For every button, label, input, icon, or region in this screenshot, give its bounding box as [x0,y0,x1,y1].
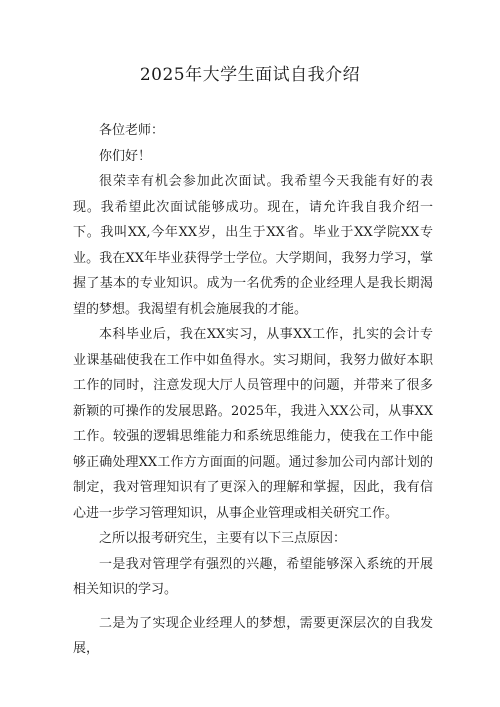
greeting: 你们好！ [99,148,152,164]
paragraph-1: 很荣幸有机会参加此次面试。我希望今天我能有好的表现。我希望此次面试能够成功。现在，请允许我自我介绍一下。我叫XX,今年XX岁，出生于XX省。毕业于XX学院XX专业。我在XX年毕业获得学士学位。大学期间，我努力学习，掌握了基本的专业知识。成为一名优秀的企业经理人是我长期渴望的梦想。我渴望有机会施展我的才能。 [73,174,433,317]
paragraph-2: 本科毕业后，我在XX实习，从事XX工作，扎实的会计专业课基础使我在工作中如鱼得水。实习期间，我努力做好本职工作的同时，注意发现大厅人员管理中的问题，并带来了很多新颖的可操作的发展思路。2025年，我进入XX公司，从事XX工作。较强的逻辑思维能力和系统思维能力，使我在工作中能够正确处理XX工作方方面面的问题。通过参加公司内部计划的制定，我对管理知识有了更深入的理解和掌握，因此，我有信心进一步学习管理知识，从事企业管理或相关研究工作。 [73,327,433,521]
paragraph-3: 之所以报考研究生，主要有以下三点原因： [99,531,347,546]
paragraph-5: 二是为了实现企业经理人的梦想，需要更深层次的自我发展， [73,615,433,656]
document-body [73,118,433,662]
document-title: 2025年大学生面试自我介绍 [139,65,361,85]
paragraph-4: 一是我对管理学有强烈的兴趣，希望能够深入系统的开展相关知识的学习。 [73,556,433,597]
salutation: 各位老师： [99,123,165,138]
